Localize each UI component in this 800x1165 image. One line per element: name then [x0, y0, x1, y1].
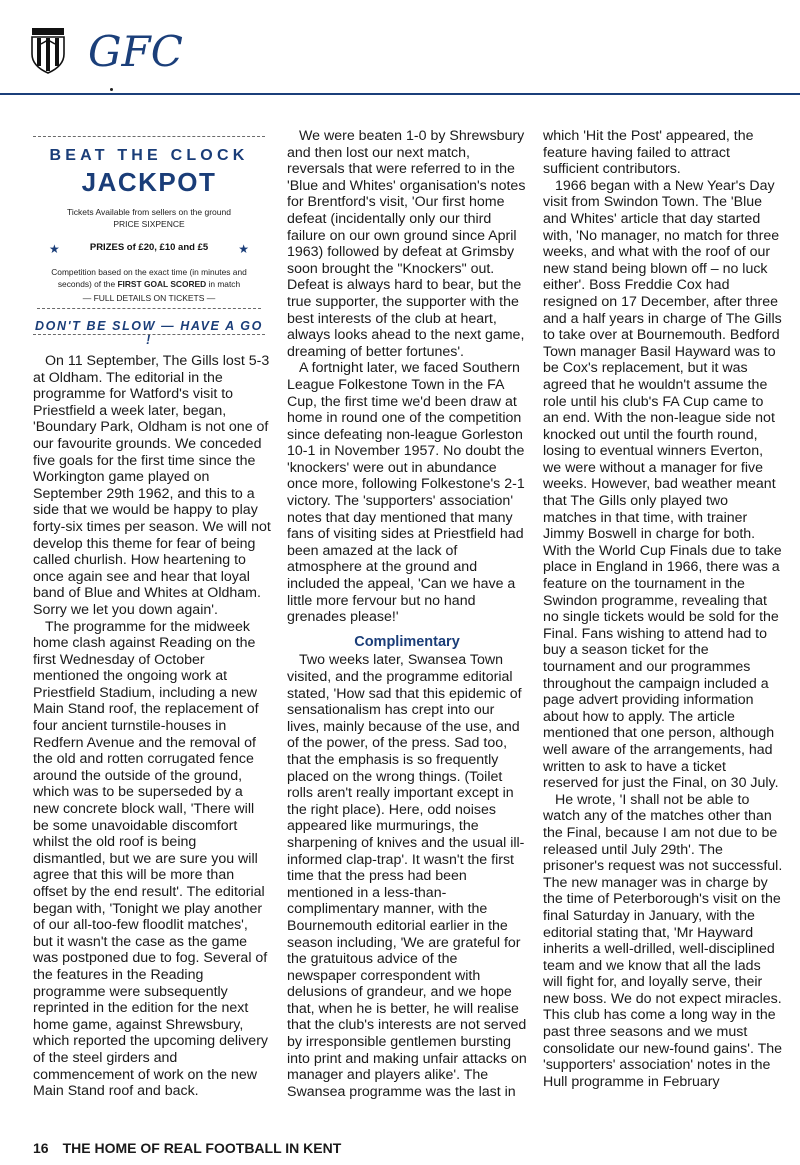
ad-comp-b: FIRST GOAL SCORED	[117, 279, 207, 289]
ad-price: PRICE SIXPENCE	[113, 219, 185, 229]
col3-para-5: The new manager was in charge by the time of Peterborough's visit on the final Saturday in January, with the editorial stating that, 'Mr Hayward inherits a well-drilled, well-disciplined team and we know that all the lads will fight for, and loyally serve, their new boss. We do not expect miracles. This club has come a long way in the past three seasons and we must consolidate our new-found gains'. The 'supporters' association' notes in the Hull programme in February	[543, 874, 783, 1090]
header-dot	[110, 88, 113, 91]
ad-prizes-row	[33, 242, 265, 256]
header-rule	[0, 93, 800, 95]
ad-line1: BEAT THE CLOCK	[49, 147, 249, 164]
gfc-monogram-logo	[86, 26, 183, 78]
ad-tickets: Tickets Available from sellers on the ground	[67, 207, 231, 217]
col1-para-1: On 11 September, The Gills lost 5-3 at Oldham. The editorial in the programme for Watford's visit to Priestfield a week later, began, 'Boundary Park, Oldham is not one of our favourite grounds. We conceded five goals for the first time since the Workington game played on September 29th 1962, and this to a side that we would be happy to play forty-six times per season. We will not develop this theme for fear of being called churlish. How heartening to once again see and hear that loyal band of Blue and Whites at Oldham. Sorry we let you down again'.	[33, 353, 271, 618]
column-2	[287, 128, 527, 1100]
footer-title: THE HOME OF REAL FOOTBALL IN KENT	[62, 1140, 342, 1156]
page-number: 16	[33, 1140, 49, 1156]
col3-para-2: 1966 began with a New Year's Day visit from Swindon Town. The 'Blue and Whites' article that day started with, 'No manager, no match for three weeks, and what with the roof of our new stand being blown off – no luck either'. Boss Freddie Cox had resigned on 17 December, after three and a half years in charge of The Gills to take over at Bournemouth. Bedford Town manager Basil Hayward was to be Cox's replacement, but it was agreed that he wouldn't assume the role until his club's FA Cup came to an end. With the non-league side not knocked out until the fourth round, losing to eventual winners Everton, we were without a manager for five weeks. However, bad weather meant that The Gills only played two matches in that time, with trainer Jimmy Boswell in charge for both.	[543, 177, 782, 543]
col2-para-2: A fortnight later, we faced Southern League Folkestone Town in the FA Cup, the first time we'd been draw at home in round one of the competition since defeating non-league Gorleston 10-1 in November 1957. No doubt the 'knockers' were out in abundance once more, following Folkestone's 2-1 victory. The 'supporters' association' notes that day mentioned that many fans of visiting sides at Priestfield had been amazed at the lack of atmosphere at the ground and included the appeal, 'Can we have a little more fervour but no hand grenades please!'	[287, 360, 525, 626]
star-icon: ★	[49, 242, 60, 256]
col3-para-3: With the World Cup Finals due to take place in England in 1966, there was a feature on the tournament in the Swindon programme, revealing that no single tickets would be sold for the Final. Fans wishing to attend had to buy a season ticket for the tournament and our programmes throughout the campaign included a page advert providing information about how to apply. The article mentioned that one person, although well aware of the arrangements, had written to ask to have a ticket reserved for just the Final, on 30 July.	[543, 542, 782, 792]
section-subheading: Complimentary	[354, 633, 460, 650]
col1-para-2: The programme for the midweek home clash against Reading on the first Wednesday of October mentioned the ongoing work at Priestfield Stadium, including a new Main Stand roof, the replacement of four ancient turnstile-houses in Redfern Avenue and the removal of the old and rotten corrugated fence around the outside of the ground, which was to be superseded by a new concrete block wall, 'There will be some unavoidable discomfort whilst the old roof is being dismantled, but we are sure you will agree that this will be more than offset by the end result'. The editorial began with, 'Tonight we play another of our all-too-few floodlit matches', but it wasn't the case as the game was postponed due to fog. Several of the features in the Reading programme were subsequently reprinted in the edition for the next home game, against Shrewsbury, which reported the upcoming delivery of the steel girders and commencement of work on the new Main Stand roof and back.	[33, 618, 269, 1100]
column-3	[543, 128, 783, 1090]
page-header	[0, 0, 800, 100]
ad-comp-a: Competition based on the exact time (in minutes and seconds) of the	[51, 267, 247, 289]
ad-slogan: DON'T BE SLOW — HAVE A GO !	[35, 319, 263, 347]
ad-line2: JACKPOT	[81, 167, 217, 197]
ad-comp-c: in match	[208, 279, 241, 289]
star-icon: ★	[238, 242, 249, 256]
ad-divider	[37, 308, 261, 309]
ad-competition	[33, 266, 265, 290]
ad-prizes: PRIZES of £20, £10 and £5	[89, 242, 209, 253]
club-crest-icon	[28, 28, 68, 74]
column-1	[33, 353, 271, 1100]
jackpot-advert	[33, 136, 265, 347]
ad-details: — FULL DETAILS ON TICKETS —	[82, 293, 216, 303]
svg-text:GFC: GFC	[88, 27, 183, 76]
col3-para-1: which 'Hit the Post' appeared, the feature having failed to attract sufficient contributors.	[543, 128, 754, 178]
col2-para-1: We were beaten 1-0 by Shrewsbury and then lost our next match, reversals that were referred to in the 'Blue and Whites' organisation's notes for Brentford's visit, 'Our first home defeat (incidentally only our third failure on our own ground since April 1963) followed by defeat at Grimsby soon brought the "Knockers" out. Defeat is always hard to bear, but the true supporter, the supporter with the best interests of the club at heart, always looks ahead to the next game, dreaming of better fortunes'.	[287, 128, 526, 360]
col2-para-3: Two weeks later, Swansea Town visited, and the programme editorial stated, 'How sad that this epidemic of sensationalism has crept into our lives, mainly because of the use, and of the power, of the press. Sad too, that the emphasis is so frequently placed on the wrong things. (Toilet rolls aren't really important except in the right place). Here, odd noises appeared like murmurings, the sharpening of knives and the usual ill-informed clap-trap'. It wasn't the first time that the press had been mentioned in a less-than-complimentary manner, with the Bournemouth editorial earlier in the season including, 'We are grateful for the gratuitous advice of the newspaper correspondent with delusions of grandeur, and we hope that, when he is better, he will realise that the club's interests are not served by irresponsible gentlemen bursting into print and making unfair attacks on manager and players alike'. The Swansea programme was the last in	[287, 652, 527, 1100]
col3-para-4: He wrote, 'I shall not be able to watch any of the matches other than the Final, because I am not due to be released until July 29th'. The prisoner's request was not successful.	[543, 791, 783, 875]
page-footer	[33, 1140, 341, 1156]
